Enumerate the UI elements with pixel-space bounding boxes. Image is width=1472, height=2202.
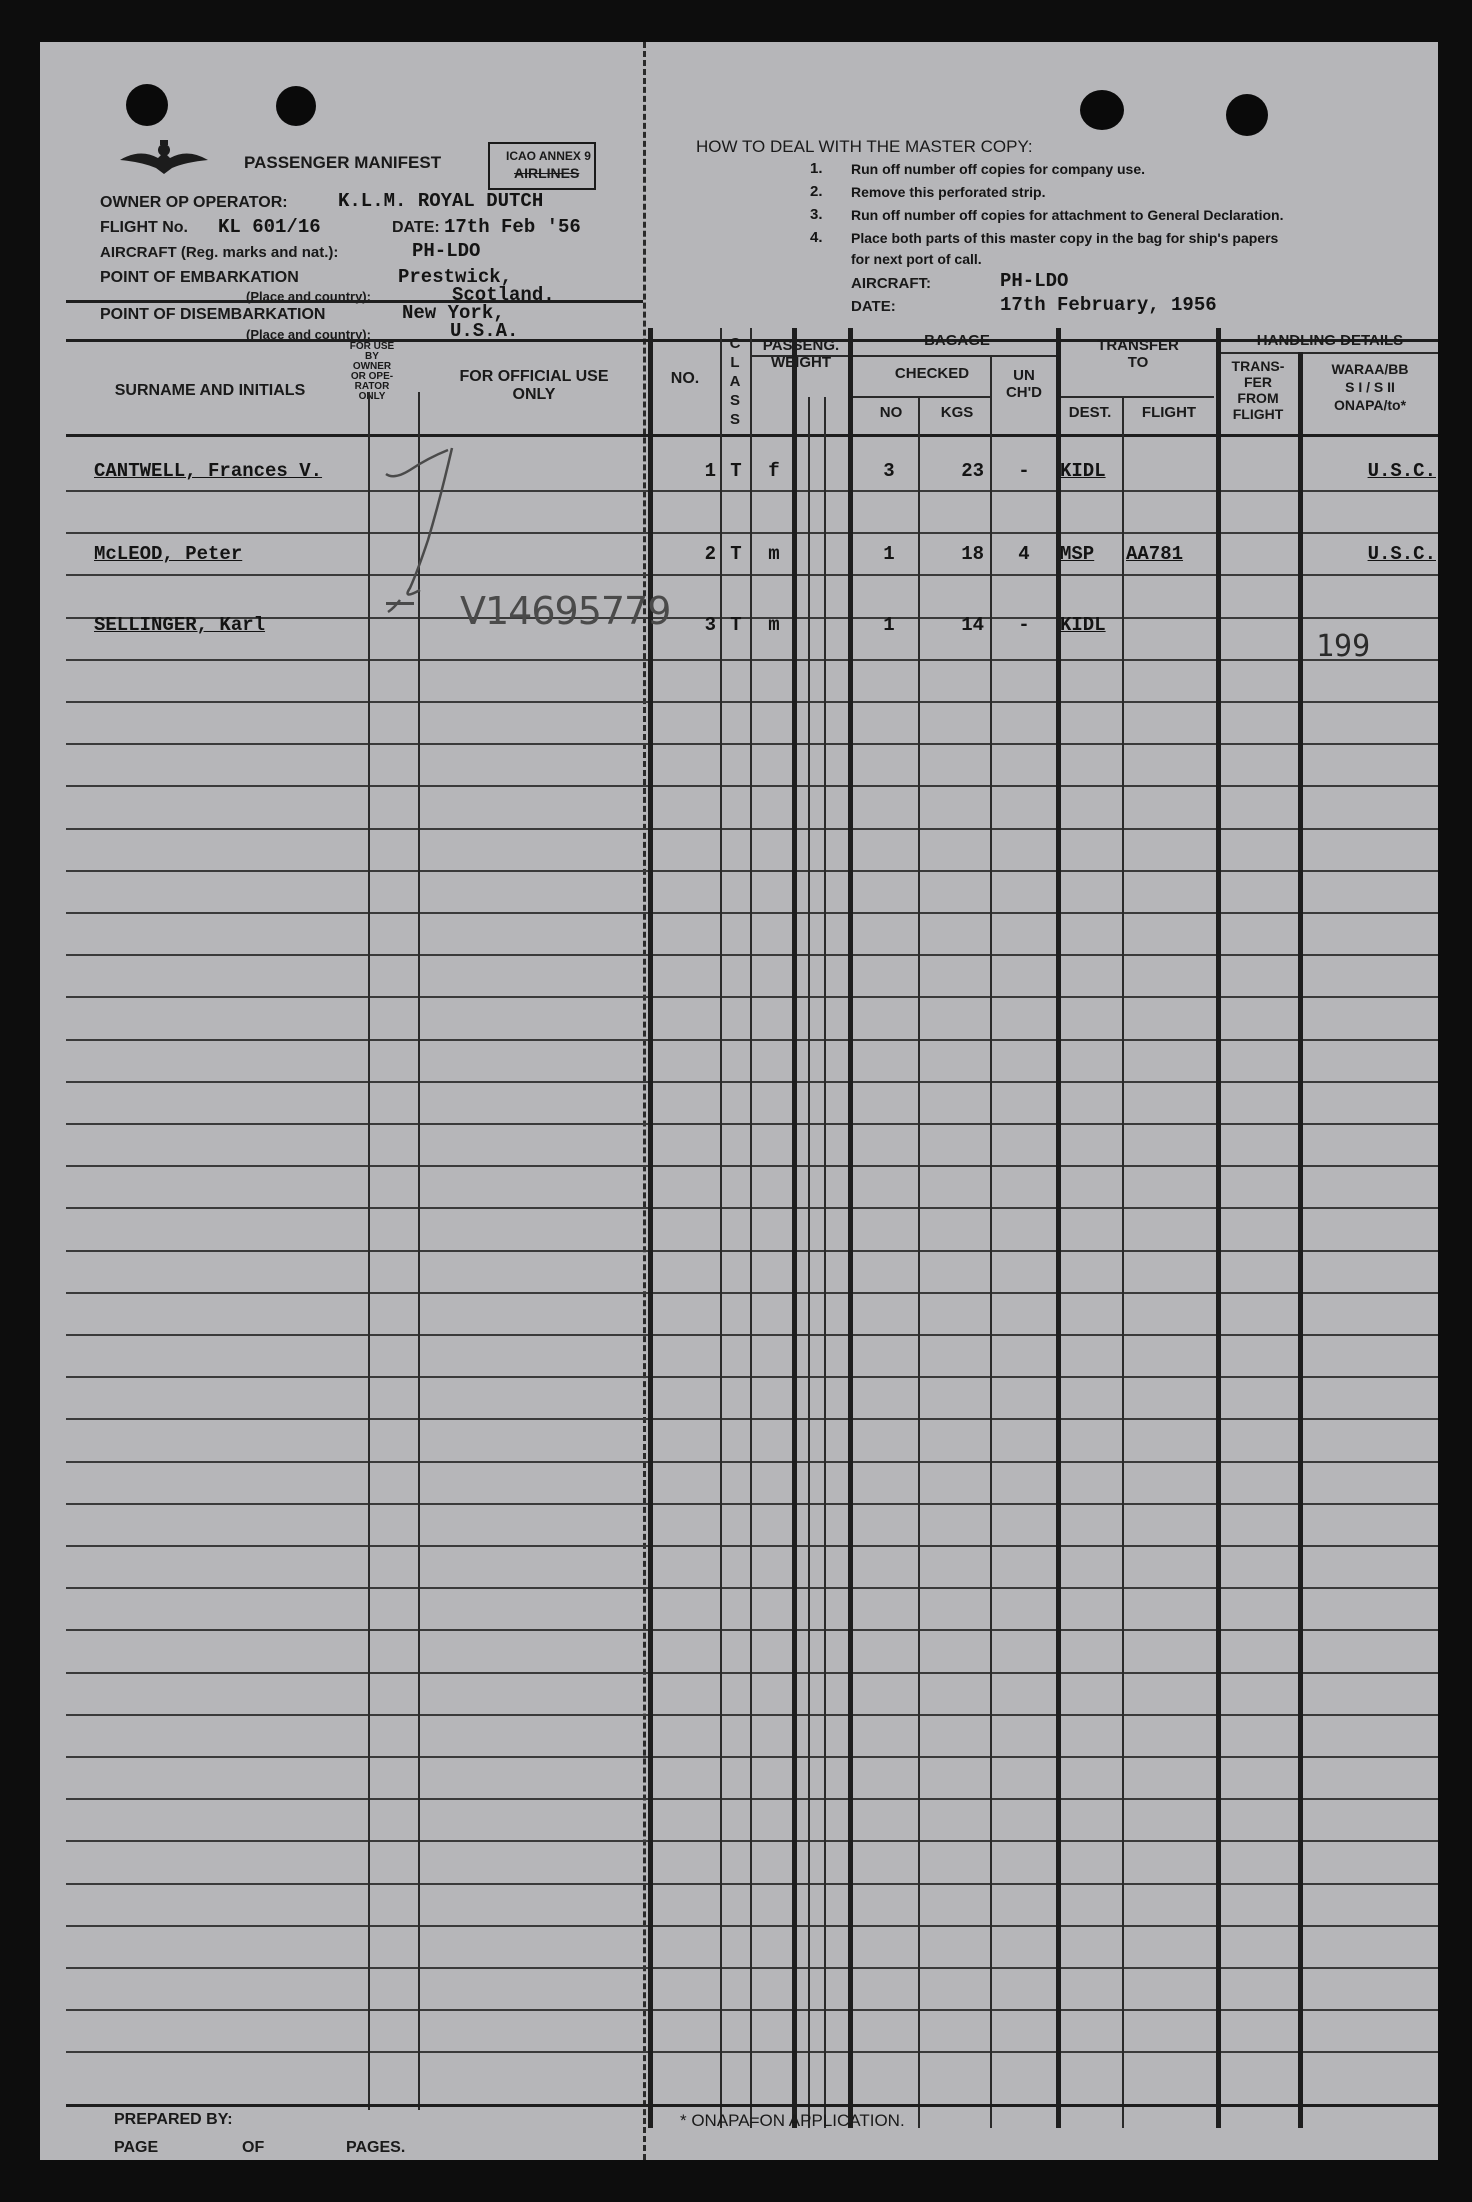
passenger-weight: f: [768, 460, 780, 482]
rule: [850, 355, 1056, 357]
icao-annex: ICAO ANNEX 9: [506, 149, 591, 163]
col-class: C L A S S: [729, 335, 741, 428]
embark-sub: (Place and country):: [246, 289, 371, 304]
col-line: [720, 328, 722, 2128]
disembark-label: POINT OF DISEMBARKATION: [100, 306, 326, 323]
passenger-weight: m: [768, 614, 780, 636]
row-line: [66, 743, 1438, 745]
col-transfer-from: TRANS- FER FROM FLIGHT: [1231, 358, 1285, 422]
row-line: [66, 1672, 1438, 1674]
row-line: [66, 532, 1438, 534]
row-line: [66, 659, 1438, 661]
punch-hole: [276, 86, 316, 126]
embark-place: Prestwick,: [398, 266, 513, 288]
passenger-name: SELLINGER, Karl: [94, 614, 266, 636]
col-line: [792, 328, 797, 2128]
rule: [1218, 352, 1438, 354]
bag-kgs: 18: [961, 543, 984, 565]
date-label: DATE:: [392, 219, 440, 236]
disembark-sub: (Place and country):: [246, 327, 371, 342]
owner-label: OWNER OP OPERATOR:: [100, 194, 288, 211]
row-line: [66, 1545, 1438, 1547]
row-line: [66, 1629, 1438, 1631]
passenger-class: T: [730, 460, 742, 482]
col-weight: PASSENG. WEIGHT: [762, 337, 840, 371]
row-line: [66, 1461, 1438, 1463]
col-line: [848, 328, 853, 2128]
col-line: [368, 392, 370, 2110]
onapa-note: * ONAPA=ON APPLICATION.: [680, 2111, 905, 2130]
rule: [1056, 396, 1214, 398]
icao-airlines: AIRLINES: [514, 165, 580, 181]
row-line: [66, 1883, 1438, 1885]
page-stamp-number: 199: [1316, 629, 1371, 664]
aircraft-value: PH-LDO: [412, 240, 481, 262]
col-unchd: UN CH'D: [1005, 367, 1043, 401]
bag-kgs: 14: [961, 614, 984, 636]
rule: [66, 300, 643, 303]
aircraft-label: AIRCRAFT (Reg. marks and nat.):: [100, 244, 339, 261]
col-owner-use: FOR USE BY OWNER OR OPE- RATOR ONLY: [349, 341, 395, 402]
step-text-continued: for next port of call.: [851, 251, 982, 267]
step-number: 2.: [810, 183, 823, 200]
row-line: [66, 828, 1438, 830]
col-flight: FLIGHT: [1141, 404, 1197, 421]
instr-aircraft-value: PH-LDO: [1000, 270, 1069, 292]
row-line: [66, 1756, 1438, 1758]
step-text: Run off number off copies for company use.: [851, 161, 1146, 177]
instr-date-label: DATE:: [851, 298, 896, 315]
col-line: [918, 396, 920, 2128]
bag-count: 3: [883, 460, 895, 482]
row-line: [66, 1081, 1438, 1083]
row-line: [66, 1840, 1438, 1842]
col-bag-no: NO: [879, 404, 903, 421]
row-line: [66, 1207, 1438, 1209]
row-line: [66, 1925, 1438, 1927]
passenger-weight: m: [768, 543, 780, 565]
col-line: [1298, 352, 1303, 2128]
row-line: [66, 1250, 1438, 1252]
step-number: 3.: [810, 206, 823, 223]
row-line: [66, 1376, 1438, 1378]
col-line: [750, 328, 752, 2128]
col-handling: HANDLING DETAILS: [1256, 332, 1404, 349]
handling-code: U.S.C.: [1367, 543, 1436, 565]
pencil-dash: [386, 602, 414, 605]
row-line: [66, 996, 1438, 998]
col-bag-kgs: KGS: [940, 404, 974, 421]
row-line: [66, 785, 1438, 787]
col-line: [418, 392, 420, 2110]
row-line: [66, 574, 1438, 576]
punch-hole: [1080, 90, 1124, 130]
passenger-no: 1: [704, 460, 716, 482]
col-transfer: TRANSFER TO: [1097, 337, 1179, 371]
prepared-by-label: PREPARED BY:: [114, 2111, 233, 2128]
owner-value: K.L.M. ROYAL DUTCH: [338, 190, 544, 212]
rule: [850, 396, 992, 398]
page-label: PAGE: [114, 2139, 159, 2156]
klm-crown-logo: [116, 138, 212, 186]
manifest-title: PASSENGER MANIFEST: [244, 153, 442, 172]
col-line: [808, 397, 810, 2128]
bag-count: 1: [883, 614, 895, 636]
disembark-place: New York,: [402, 302, 505, 324]
manifest-sheet: [40, 42, 1438, 2160]
date-value: 17th Feb '56: [444, 216, 581, 238]
passenger-no: 3: [704, 614, 716, 636]
handling-code: U.S.C.: [1367, 460, 1436, 482]
row-line: [66, 1967, 1438, 1969]
row-line: [66, 1798, 1438, 1800]
punch-hole: [1226, 94, 1268, 136]
unchecked: -: [1018, 460, 1030, 482]
col-official: FOR OFFICIAL USE ONLY: [459, 368, 609, 403]
row-line: [66, 870, 1438, 872]
passenger-no: 2: [704, 543, 716, 565]
rule: [66, 2104, 1438, 2107]
row-line: [66, 2051, 1438, 2053]
disembark-country: U.S.A.: [450, 320, 519, 342]
row-line: [66, 1418, 1438, 1420]
instr-aircraft-label: AIRCRAFT:: [851, 275, 931, 292]
step-text: Place both parts of this master copy in the bag for ship's papers: [851, 230, 1279, 246]
col-dest: DEST.: [1068, 404, 1112, 421]
row-line: [66, 490, 1438, 492]
bag-kgs: 23: [961, 460, 984, 482]
transfer-flight: AA781: [1126, 543, 1184, 565]
rule: [752, 355, 850, 357]
row-line: [66, 1714, 1438, 1716]
col-line: [990, 355, 992, 2128]
instructions-title: HOW TO DEAL WITH THE MASTER COPY:: [696, 137, 1033, 156]
passenger-class: T: [730, 543, 742, 565]
col-line: [1122, 396, 1124, 2128]
col-line: [1216, 328, 1221, 2128]
transfer-dest: KIDL: [1060, 460, 1106, 482]
rule: [66, 434, 1438, 437]
punch-hole: [126, 84, 168, 126]
flight-label: FLIGHT No.: [100, 219, 188, 236]
row-line: [66, 2009, 1438, 2011]
col-surname: SURNAME AND INITIALS: [114, 382, 306, 399]
transfer-dest: KIDL: [1060, 614, 1106, 636]
embark-label: POINT OF EMBARKATION: [100, 269, 299, 286]
bag-count: 1: [883, 543, 895, 565]
row-line: [66, 1503, 1438, 1505]
row-line: [66, 1587, 1438, 1589]
col-waraa: WARAA/BB S I / S II ONAPA/to*: [1331, 361, 1409, 413]
passenger-name: McLEOD, Peter: [94, 543, 243, 565]
unchecked: -: [1018, 614, 1030, 636]
of-label: OF: [242, 2139, 265, 2156]
row-line: [66, 1165, 1438, 1167]
icao-box: [488, 142, 596, 190]
visa-number: V14695779: [460, 589, 671, 633]
unchecked: 4: [1018, 543, 1030, 565]
perforation-line: [643, 42, 646, 2160]
step-number: 1.: [810, 160, 823, 177]
col-line: [1056, 328, 1061, 2128]
row-line: [66, 912, 1438, 914]
passenger-name: CANTWELL, Frances V.: [94, 460, 323, 482]
flight-value: KL 601/16: [218, 216, 321, 238]
row-line: [66, 701, 1438, 703]
col-checked: CHECKED: [894, 365, 970, 382]
row-line: [66, 1123, 1438, 1125]
step-text: Run off number off copies for attachment to General Declaration.: [851, 207, 1284, 223]
step-number: 4.: [810, 229, 823, 246]
col-line: [824, 397, 826, 2128]
passenger-class: T: [730, 614, 742, 636]
col-no: NO.: [670, 370, 700, 387]
embark-country: Scotland.: [452, 284, 555, 306]
step-text: Remove this perforated strip.: [851, 184, 1046, 200]
row-line: [66, 954, 1438, 956]
col-bagage: BAGAGE: [924, 332, 990, 349]
row-line: [66, 1039, 1438, 1041]
pages-label: PAGES.: [346, 2139, 406, 2156]
row-line: [66, 1334, 1438, 1336]
row-line: [66, 1292, 1438, 1294]
instr-date-value: 17th February, 1956: [1000, 294, 1217, 316]
transfer-dest: MSP: [1060, 543, 1095, 565]
